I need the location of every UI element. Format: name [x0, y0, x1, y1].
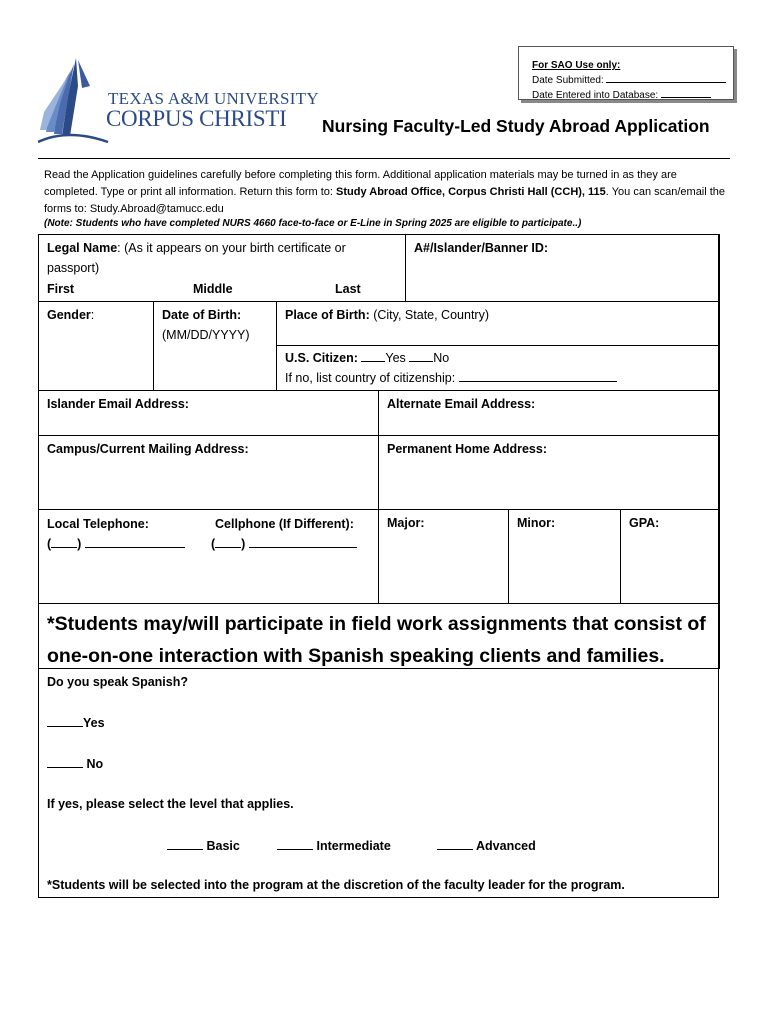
sao-use-only-box: [518, 46, 734, 100]
legal-name-field[interactable]: Legal Name: (As it appears on your birth certificate or passport) First Middle Last: [38, 234, 406, 302]
eligibility-note: (Note: Students who have completed NURS 4660 face-to-face or E-Line in Spring 2025 are eligible to participate..): [44, 218, 582, 229]
permanent-address-field[interactable]: Permanent Home Address:: [378, 435, 720, 510]
cellphone-label: Cellphone (If Different):: [215, 517, 354, 531]
last-name-label: Last: [335, 282, 361, 296]
level-intermediate-option[interactable]: Intermediate: [277, 838, 391, 853]
date-of-birth-field[interactable]: Date of Birth: (MM/DD/YYYY): [153, 301, 277, 391]
field-work-notice: *Students may/will participate in field work assignments that consist of one-on-one interaction with Spanish speaking clients and families.: [38, 603, 720, 669]
place-of-birth-field[interactable]: Place of Birth: (City, State, Country): [276, 301, 720, 346]
page-title: Nursing Faculty-Led Study Abroad Application: [322, 116, 710, 136]
spanish-no-option[interactable]: No: [47, 756, 103, 771]
sao-date-submitted: Date Submitted:: [532, 73, 733, 88]
divider: [38, 158, 730, 159]
minor-field[interactable]: Minor:: [508, 509, 621, 604]
gender-field[interactable]: Gender:: [38, 301, 154, 391]
alternate-email-field[interactable]: Alternate Email Address:: [378, 390, 720, 436]
first-name-label: First: [47, 282, 75, 296]
university-logo: [38, 56, 319, 148]
middle-name-label: Middle: [193, 282, 233, 296]
phone-fields: [38, 509, 379, 604]
local-telephone-label: Local Telephone:: [47, 517, 149, 531]
level-basic-option[interactable]: Basic: [167, 838, 240, 853]
application-form: [38, 234, 719, 898]
logo-text-university: TEXAS A&M UNIVERSITY: [108, 89, 319, 108]
gpa-field[interactable]: GPA:: [620, 509, 720, 604]
logo-sail-icon: [38, 56, 118, 148]
spanish-yes-option[interactable]: Yes: [47, 715, 105, 730]
cellphone-input[interactable]: ( ): [211, 534, 357, 554]
level-question: If yes, please select the level that applies.: [47, 797, 294, 811]
major-field[interactable]: Major:: [378, 509, 509, 604]
sao-title: For SAO Use only:: [532, 60, 621, 71]
islander-email-field[interactable]: Islander Email Address:: [38, 390, 379, 436]
speak-spanish-question: Do you speak Spanish?: [47, 675, 189, 689]
mailing-address-field[interactable]: Campus/Current Mailing Address:: [38, 435, 379, 510]
logo-text-campus: CORPUS CHRISTI: [106, 106, 287, 131]
us-citizen-field[interactable]: U.S. Citizen: Yes No If no, list country of citizenship:: [276, 345, 720, 391]
banner-id-field[interactable]: A#/Islander/Banner ID:: [405, 234, 720, 302]
intro-text: Read the Application guidelines carefully before completing this form. Additional application materials may be turned in as they are completed. Type or print all information. Return this form to: Study Abroad Office, Corpus Christi Hall (CCH), 115. You can scan/email the forms to: Study.Abroad@tamucc.edu: [44, 169, 726, 215]
local-telephone-input[interactable]: ( ): [47, 534, 185, 554]
sao-date-entered: Date Entered into Database:: [532, 88, 733, 103]
level-advanced-option[interactable]: Advanced: [437, 838, 536, 853]
selection-note: *Students will be selected into the program at the discretion of the faculty leader for the program.: [47, 878, 625, 892]
